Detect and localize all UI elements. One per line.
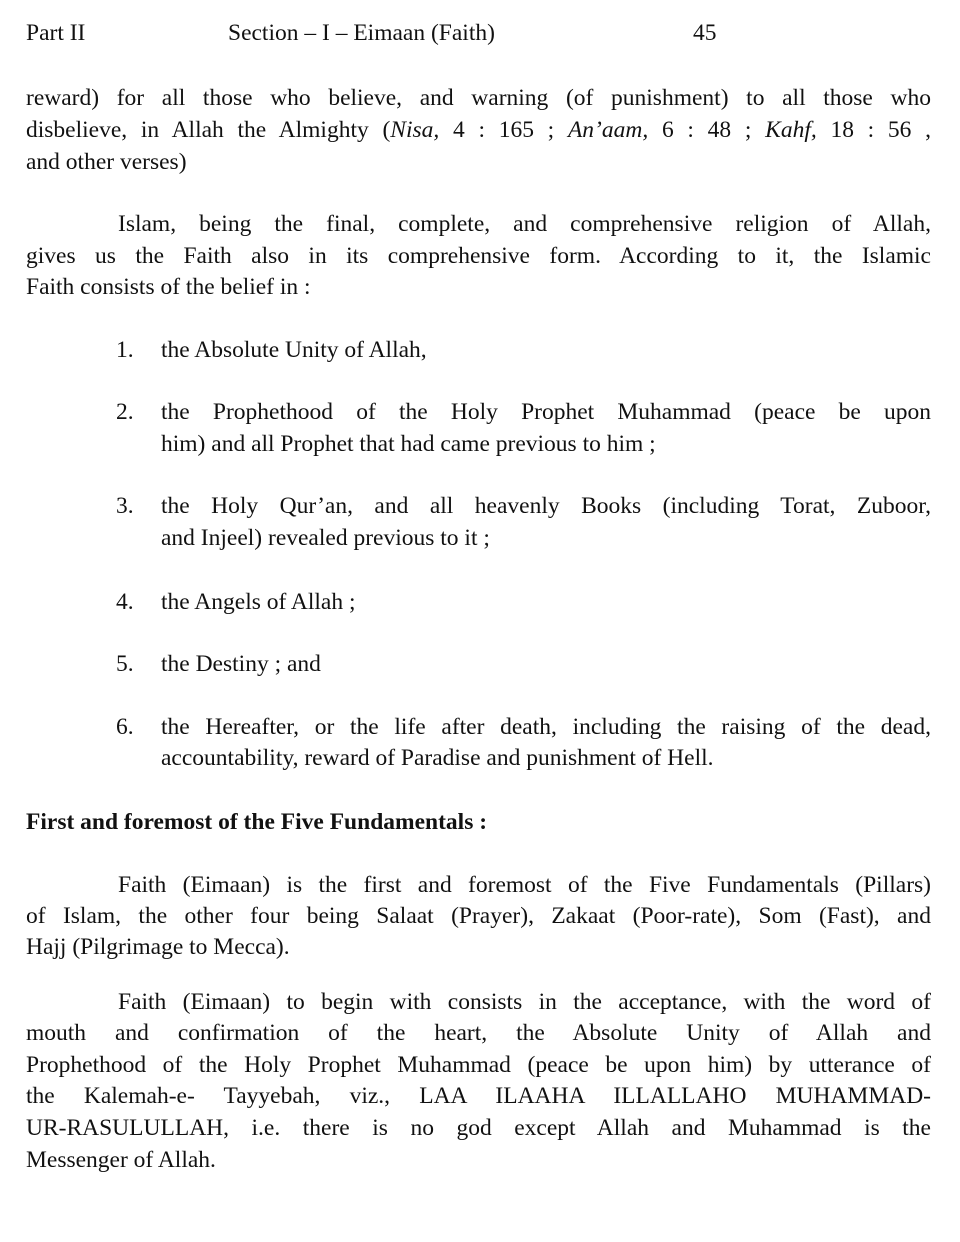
list-number: 5. <box>116 651 134 677</box>
paragraph-line: UR-RASULULLAH, i.e. there is no god except Allah and Muhammad is the <box>26 1115 931 1141</box>
paragraph-line: Faith (Eimaan) to begin with consists in the acceptance, with the word of <box>118 989 931 1015</box>
paragraph-line: mouth and confirmation of the heart, the Absolute Unity of Allah and <box>26 1020 931 1046</box>
list-item-line: and Injeel) revealed previous to it ; <box>161 525 490 551</box>
list-number: 1. <box>116 337 134 363</box>
list-number: 4. <box>116 589 134 615</box>
section-heading: First and foremost of the Five Fundamentals : <box>26 809 488 835</box>
list-item-line: the Hereafter, or the life after death, including the raising of the dead, <box>161 714 931 740</box>
list-number: 6. <box>116 714 134 740</box>
paragraph-line: and other verses) <box>26 149 187 175</box>
text-segment: An’aam, <box>567 117 649 143</box>
paragraph-line: of Islam, the other four being Salaat (Prayer), Zakaat (Poor-rate), Som (Fast), and <box>26 903 931 929</box>
text-segment: Kahf, <box>765 117 817 143</box>
text-segment: 4 : 165 ; <box>439 117 568 143</box>
list-item-line: the Prophethood of the Holy Prophet Muhammad (peace be upon <box>161 399 931 425</box>
section-title: Section – I – Eimaan (Faith) <box>228 20 495 46</box>
paragraph-line <box>26 115 931 145</box>
text-segment: 18 : 56 , <box>816 117 932 143</box>
paragraph-line: Messenger of Allah. <box>26 1147 216 1173</box>
list-item-line: the Holy Qur’an, and all heavenly Books (including Torat, Zuboor, <box>161 493 931 519</box>
list-item-line: him) and all Prophet that had came previous to him ; <box>161 431 656 457</box>
list-number: 3. <box>116 493 134 519</box>
paragraph-line: Faith (Eimaan) is the first and foremost of the Five Fundamentals (Pillars) <box>118 872 931 898</box>
part-label: Part II <box>26 20 86 46</box>
text-segment: Nisa, <box>390 117 440 143</box>
paragraph-line: Hajj (Pilgrimage to Mecca). <box>26 934 290 960</box>
list-item-line: the Absolute Unity of Allah, <box>161 337 427 363</box>
list-item-line: the Angels of Allah ; <box>161 589 356 615</box>
paragraph-line: Prophethood of the Holy Prophet Muhammad (peace be upon him) by utterance of <box>26 1052 931 1078</box>
text-segment: 6 : 48 ; <box>648 117 766 143</box>
text-segment: disbelieve, in Allah the Almighty ( <box>26 117 391 143</box>
paragraph-line: Faith consists of the belief in : <box>26 274 311 300</box>
paragraph-line: gives us the Faith also in its comprehensive form. According to it, the Islamic <box>26 243 931 269</box>
list-item-line: the Destiny ; and <box>161 651 321 677</box>
list-item-line: accountability, reward of Paradise and punishment of Hell. <box>161 745 714 771</box>
list-number: 2. <box>116 399 134 425</box>
paragraph-line: the Kalemah-e- Tayyebah, viz., LAA ILAAHA ILLALLAHO MUHAMMAD- <box>26 1083 931 1109</box>
paragraph-line: Islam, being the final, complete, and comprehensive religion of Allah, <box>118 211 931 237</box>
page-number: 45 <box>693 20 717 46</box>
paragraph-line: reward) for all those who believe, and warning (of punishment) to all those who <box>26 85 931 111</box>
